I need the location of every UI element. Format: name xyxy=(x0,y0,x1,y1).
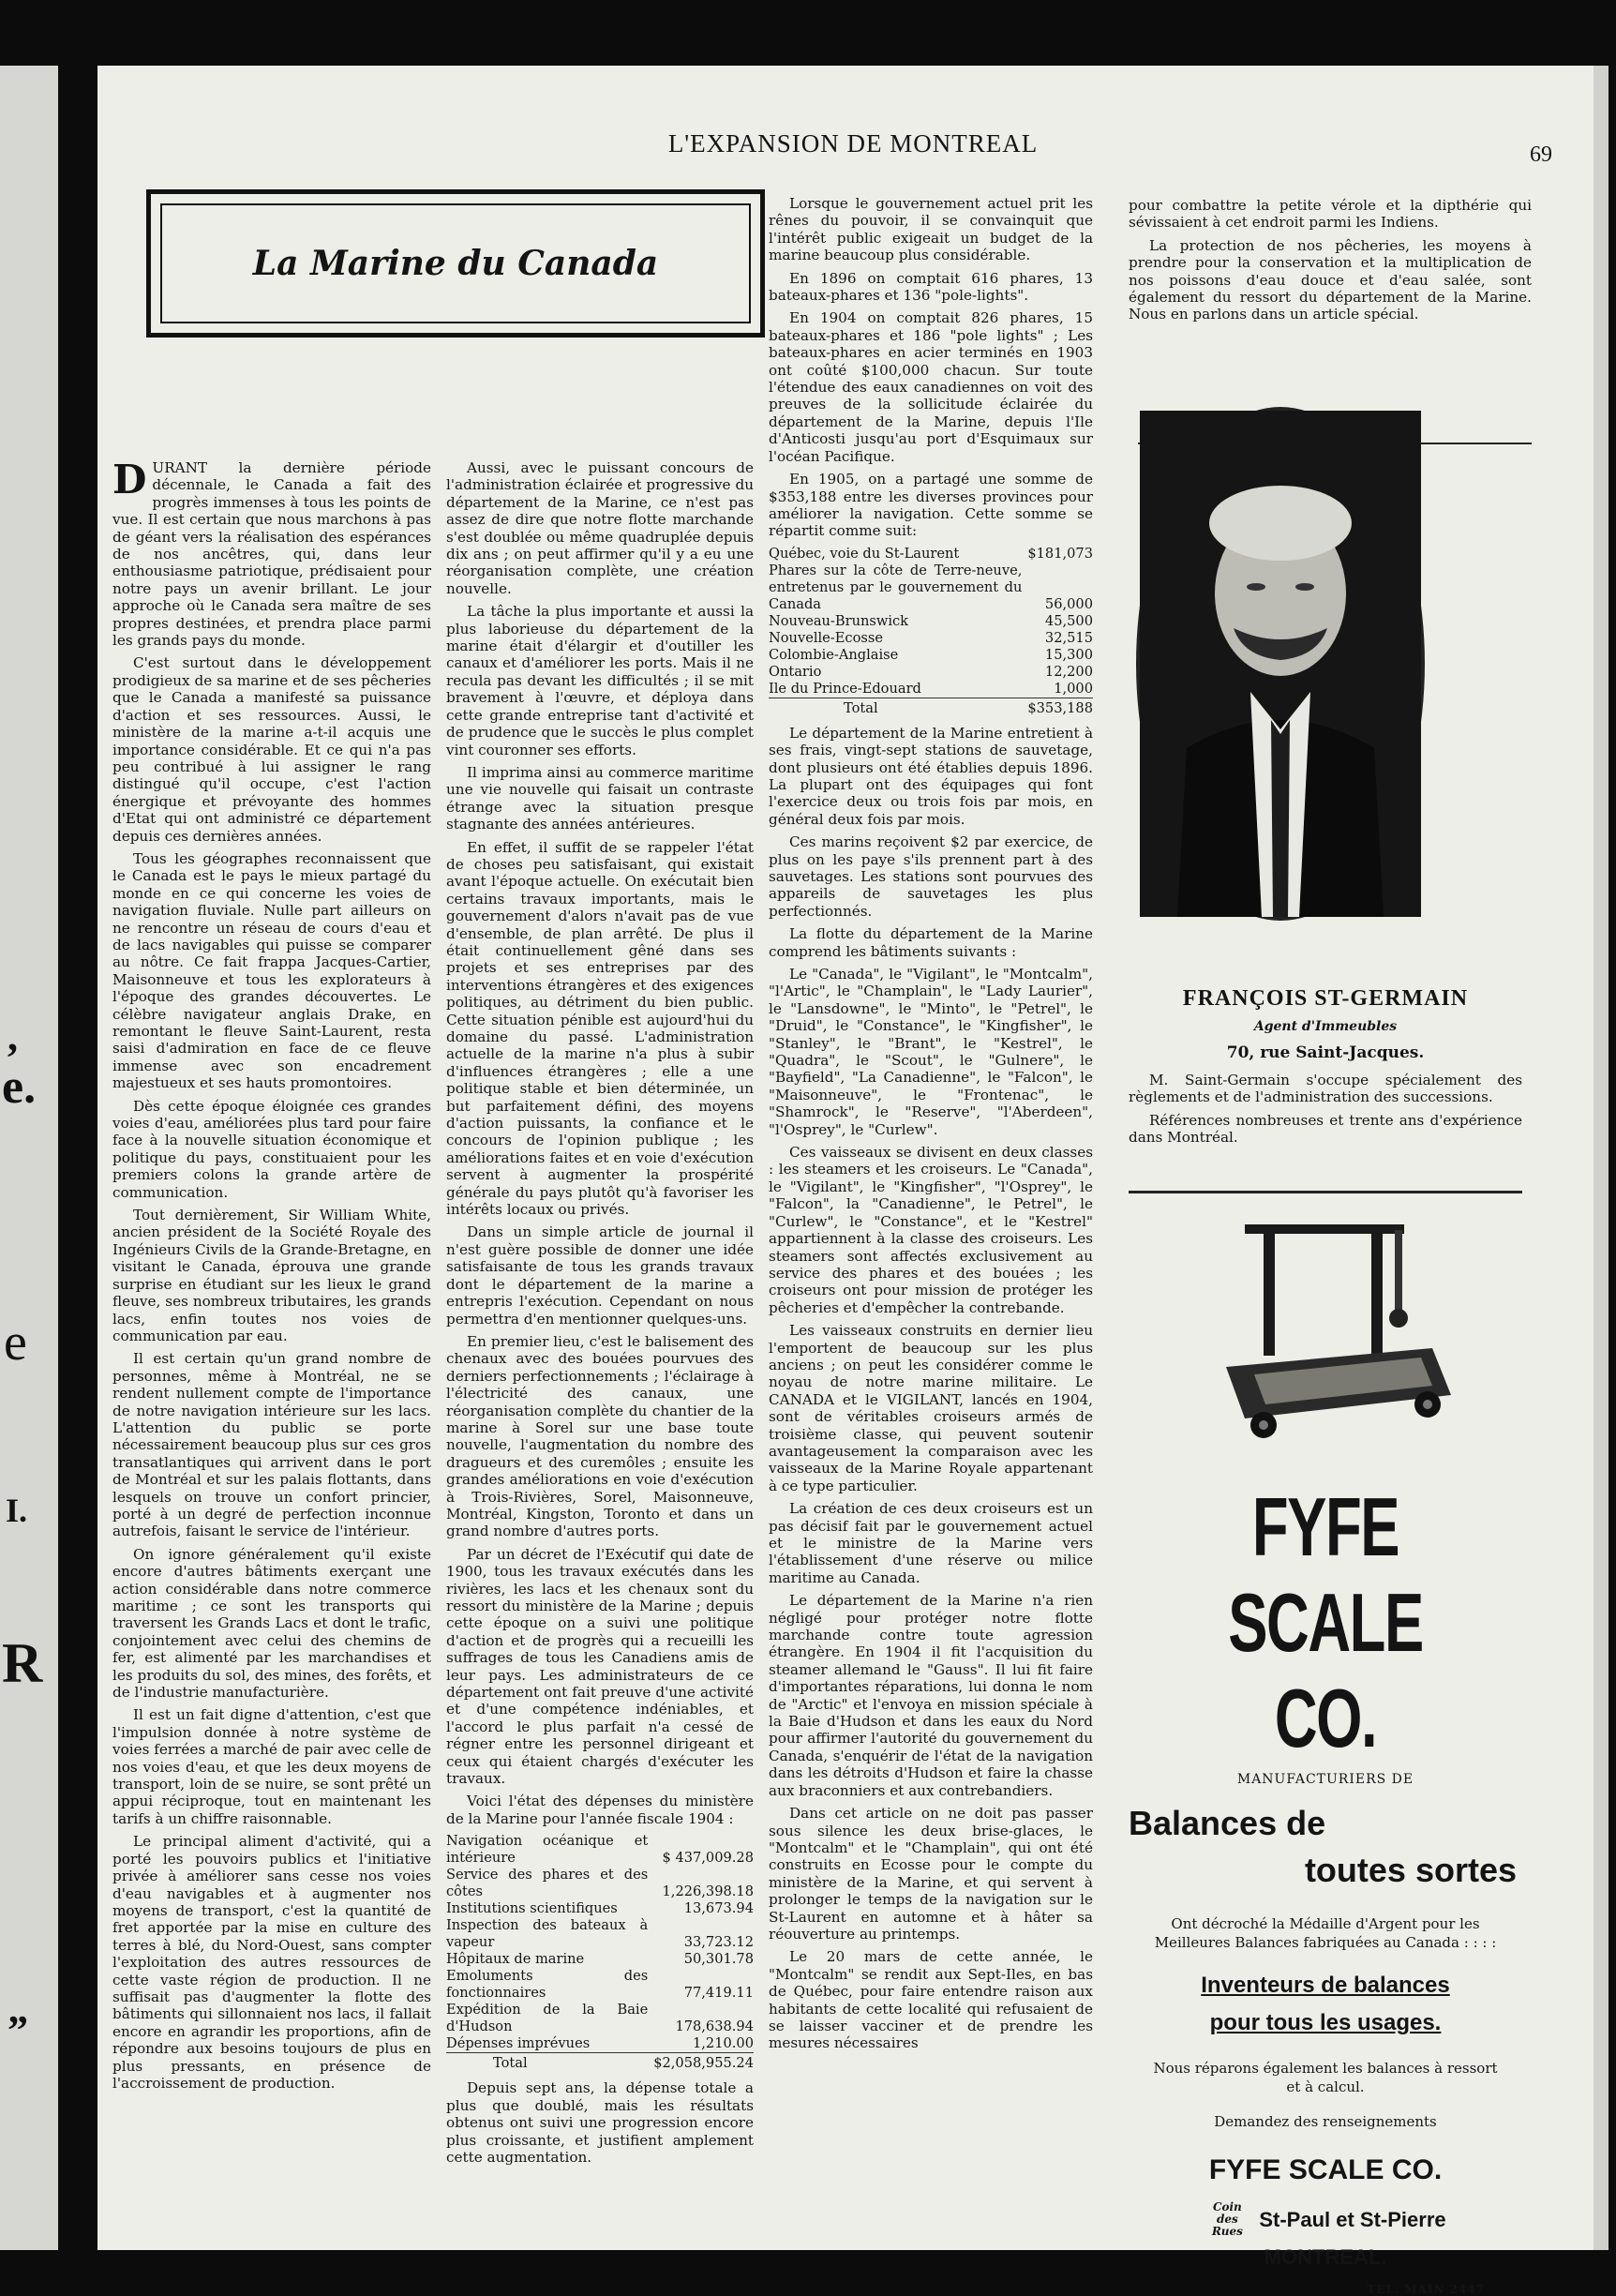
table-row: Québec, voie du St-Laurent $181,073 xyxy=(769,545,1093,562)
scale-icon xyxy=(1207,1217,1470,1442)
prev-fragment: I. xyxy=(6,1492,28,1529)
article-paragraph: En 1896 on comptait 616 phares, 13 bateaux-phares et 136 "pole-lights". xyxy=(769,269,1093,305)
article-paragraph: Dès cette époque éloignée ces grandes voies d'eau, améliorées plus tard pour faire face à la nouvelle situation économique et politique du pays, constituaient pour les premiers colons la grande artère de communication. xyxy=(112,1097,431,1201)
article-paragraph: Ces marins reçoivent $2 par exercice, de plus on les paye s'ils prennent part à des sauvetages. Les stations sont pourvues des appareils de sauvetages les plus perfectionnés. xyxy=(769,833,1093,920)
agent-text xyxy=(1129,1072,1522,1147)
newspaper-page xyxy=(97,66,1609,2296)
article-paragraph: La protection de nos pêcheries, les moyens à prendre pour la conservation et la multiplication de nos poissons d'eau douce et d'eau salée, sont également du ressort du département de la Marine. Nous en parlons dans un article spécial. xyxy=(1129,236,1532,323)
article-paragraph: Dans cet article on ne doit pas passer sous silence les deux brise-glaces, le "Montcalm" et le "Champlain", qui ont été construits en Ecosse pour le compte du ministère de la Marine, et qui servent à prolonger le temps de la navigation sur le St-Laurent en automne et à hâter sa réouverture au printemps. xyxy=(769,1805,1093,1943)
agent-name: FRANÇOIS ST-GERMAIN xyxy=(1182,986,1469,1011)
table-row: Nouvelle-Ecosse 32,515 xyxy=(769,629,1093,646)
expenses-table xyxy=(446,1833,754,2072)
article-column-3 xyxy=(769,195,1093,2058)
article-paragraph: En 1904 on comptait 826 phares, 15 bateaux-phares et 186 "pole lights" ; Les bateaux-phares en acier terminés en 1903 ont coûté $100,000 chacun. Sur toute l'étendue des eaux canadiennes on voit des preuves de la sollicitude éclairée du département de la Marine, depuis l'Ile d'Anticosti jusqu'au port d'Esquimaux sur l'océan Pacifique. xyxy=(769,309,1093,465)
article-paragraph: Aussi, avec le puissant concours de l'administration éclairée et progressive du département de la Marine, ce n'est pas assez de dire que notre flotte marchande s'est doublée ou même quadruplée depuis dix ans ; on peut affirmer qu'il y a eu une réorganisation complète, une création nouvelle. xyxy=(446,459,754,597)
article-paragraph: Il est un fait digne d'attention, c'est que l'impulsion donnée à notre système de voies ferrées a marché de pair avec celle de nos voies d'eau, et que les deux moyens de transport, loin de se nuire, se sont prêté un appui réciproque, tout en maintenant les tarifs à un chiffre raisonnable. xyxy=(112,1706,431,1827)
article-title-frame xyxy=(160,203,751,323)
article-column-2 xyxy=(446,459,754,2171)
fyfe-repair-text: Nous réparons également les balances à ressort et à calcul. xyxy=(1153,2060,1498,2095)
article-paragraph: Le département de la Marine n'a rien négligé pour protéger notre flotte marchande contre toute agression étrangère. En 1904 il fit l'acquisition du steamer allemand le "Gauss". Il lui fit faire d'importantes réparations, lui donna le nom de "Arctic" et l'envoya en mission spéciale à la Baie d'Hudson et dans les eaux du Nord pour affirmer l'autorité du gouvernement du Canada, s'enquérir de l'état de la navigation dans les détroits d'Hudson et faire la chasse aux braconniers et aux contrebandiers. xyxy=(769,1592,1093,1799)
fyfe-headline: FYFE SCALE CO. xyxy=(1228,1480,1423,1764)
fyfe-scale-ad xyxy=(1129,1479,1522,2296)
article-paragraph: La tâche la plus importante et aussi la plus laborieuse du département de la marine était d'élargir et d'outiller les canaux et d'améliorer les ports. Mais il ne recula pas devant les difficultés ; il se mit bravement à l'œuvre, et déploya dans cette grande entreprise tant d'activité et de prudence que le succès le plus complet vint couronner ses efforts. xyxy=(446,603,754,758)
article-paragraph: On ignore généralement qu'il existe encore d'autres bâtiments exerçant une action considérable dans notre commerce maritime ; ce sont les transports qui traversent les Grands Lacs et dont le trafic, conjointement avec celui des chemins de fer, est alimenté par les marchandises et les produits du sol, des mines, des forêts, et de l'industrie manufacturière. xyxy=(112,1545,431,1702)
table-row: Emoluments des fonctionnaires 77,419.11 xyxy=(446,1968,754,2002)
article-paragraph: En 1905, on a partagé une somme de $353,188 entre les diverses provinces pour améliorer la navigation. Cette somme se répartit comme suit: xyxy=(769,471,1093,540)
article-paragraph: Tous les géographes reconnaissent que le Canada est le pays le mieux partagé du monde en ce qui concerne les voies de navigation fluviale. Nulle part ailleurs on ne rencontre un réseau de cours d'eau et de lacs navigables qui puisse se comparer au nôtre. Ce fait frappa Jacques-Cartier, Maisonneuve et tous les explorateurs à l'époque des grandes découvertes. Le célèbre navigateur anglais Drake, en remontant le fleuve Saint-Laurent, resta saisi d'admiration en face de ce fleuve immense avec son encadrement majestueux et ses hauts promontoires. xyxy=(112,849,431,1092)
agent-paragraph: M. Saint-Germain s'occupe spécialement des règlements et de l'administration des successions. xyxy=(1129,1072,1522,1106)
table-row: Navigation océanique et intérieure $ 437,009.28 xyxy=(446,1833,754,1867)
portrait-illustration xyxy=(1140,411,1421,917)
article-paragraph: pour combattre la petite vérole et la dipthérie qui sévissaient à cet endroit parmi les Indiens. xyxy=(1129,197,1532,232)
article-paragraph: C'est surtout dans le développement prodigieux de sa marine et de ses pêcheries que le Canada a manifesté sa puissance d'action et ses ressources. Aussi, le ministère de la marine a-t-il acquis une importance considérable. Et ce qui n'a pas peu contribué à lui assigner le rang distingué qu'il occupe, c'est l'action énergique et prévoyante des hommes d'Etat qui ont administré ce département depuis ces dernières années. xyxy=(112,654,431,845)
article-paragraph: La création de ces deux croiseurs est un pas décisif fait par le gouvernement actuel et le ministre de la Marine vers l'établissement d'une réserve ou milice maritime au Canada. xyxy=(769,1500,1093,1586)
fyfe-balances-line2: toutes sortes xyxy=(1304,1851,1517,1889)
page-number: 69 xyxy=(1530,143,1552,167)
fyfe-tel: TEL. MAIN 2447 xyxy=(1367,2283,1485,2296)
page-right-edge xyxy=(1594,66,1609,2250)
page-header: L'EXPANSION DE MONTREAL xyxy=(667,129,1039,158)
article-paragraph: La flotte du département de la Marine comprend les bâtiments suivants : xyxy=(769,925,1093,960)
provinces-table xyxy=(769,546,1093,717)
article-paragraph: En premier lieu, c'est le balisement des chenaux avec des bouées pourvues des derniers perfectionnements ; l'éclairage à l'électricité des canaux, une réorganisation complète du chantier de la marine à Sorel sur une base toute nouvelle, l'augmentation du nombre des dragueurs et des curemôles ; ensuite les grandes améliorations en voie d'exécution à Trois-Rivières, Sorel, Maisonneuve, Montréal, Kingston, Toronto et dans un grand nombre d'autres ports. xyxy=(446,1332,754,1540)
previous-page-edge xyxy=(0,66,58,2250)
fyfe-manufacturers: MANUFACTURIERS DE xyxy=(1236,1772,1414,1787)
article-paragraph: Lorsque le gouvernement actuel prit les rênes du pouvoir, il se convainquit que l'intérêt public exigeait un budget de la marine beaucoup plus considérable. xyxy=(769,195,1093,264)
article-paragraph: Le département de la Marine entretient à ses frais, vingt-sept stations de sauvetage, dont plusieurs ont été établies depuis 1896. La plupart ont des équipages qui font l'exercice deux ou trois fois par mois, en général deux fois par mois. xyxy=(769,724,1093,828)
article-paragraph: Le "Canada", le "Vigilant", le "Montcalm", "l'Artic", le "Champlain", le "Lady Laurier", le "Lansdowne", le "Minto", le "Petrel", le "Druid", le "Constance", le "Kingfisher", le "Stanley", le "Brant", le "Kestrel", le "Quadra", le "Scout", le "Gulnere", le "Bayfield", "La Canadienne", le "Falcon", le "Maisonneuve", le "Frontenac", le "Shamrock", le "Reserve", "l'Aberdeen", "l'Osprey", le "Curlew". xyxy=(769,966,1093,1138)
article-paragraph: Les vaisseaux construits en dernier lieu l'emportent de beaucoup sur les plus anciens ; on peut les considérer comme le noyau de notre marine militaire. Le CANADA et le VIGILANT, lancés en 1904, sont de véritables croiseurs armés de troisième classe, qui peuvent soutenir avantageusement la comparaison avec les vaisseaux de la Marine Royale appartenant à ce type particulier. xyxy=(769,1322,1093,1494)
fyfe-name-secondary: FYFE SCALE CO. xyxy=(1208,2154,1443,2185)
article-paragraph: Le principal aliment d'activité, qui a porté les pouvoirs publics et l'initiative privée à améliorer sans cesse nos voies d'eau navigables et à augmenter nos moyens de transport, c'est la quantité de fret apportée par la mise en culture des terres à blé, du Nord-Ouest, sans compter l'exploitation des autres ressources de cette vaste région de production. Il ne suffisait pas d'augmenter la flotte des bâtiments qui sillonnaient nos lacs, il fallait encore en agrandir les proportions, afin de répondre aux besoins toujours de plus en plus pressants, en présence de l'accroissement de production. xyxy=(112,1833,431,2092)
fyfe-streets: St-Paul et St-Pierre xyxy=(1259,2207,1446,2231)
prev-fragment: e. xyxy=(2,1060,37,1114)
article-paragraph: Il est certain qu'un grand nombre de personnes, même à Montréal, ne se rendent nullement compte de l'importance de notre navigation intérieure sur les lacs. L'attention du public se porte nécessairement beaucoup plus sur ces gros transatlantiques qui arrivent dans le port de Montréal et sur les palais flottants, dans lesquels on trouve un confort princier, porté à un degré de perfection inconnue autrefois, faisant le service de l'intérieur. xyxy=(112,1350,431,1540)
table-row: Ontario 12,200 xyxy=(769,663,1093,680)
fyfe-inventors-line1: Inventeurs de balances xyxy=(1201,1973,1450,1998)
agent-address: 70, rue Saint-Jacques. xyxy=(1226,1043,1425,1062)
article-column-1 xyxy=(112,459,431,2097)
table-row: Colombie-Anglaise 15,300 xyxy=(769,646,1093,663)
scale-illustration xyxy=(1207,1217,1470,1442)
agent-paragraph: Références nombreuses et trente ans d'expérience dans Montréal. xyxy=(1129,1111,1522,1147)
prev-fragment: R xyxy=(2,1632,43,1694)
article-paragraph: DURANT la dernière période décennale, le Canada a fait des progrès immenses à tous les points de vue. Il est certain que nous marchons à pas de géant vers la réalisation des espérances de nos ancêtres, qui, dans leur enthousiasme patriotique, prédisaient pour notre pays un avenir brillant. Le jour approche où le Canada sera maître de ses propres destinées, et prendra place parmi les grands pays du monde. xyxy=(112,457,431,650)
fyfe-city: MONTREAL. xyxy=(1264,2245,1387,2269)
table-row: Institutions scientifiques 13,673.94 xyxy=(446,1900,754,1917)
article-paragraph: Tout dernièrement, Sir William White, ancien président de la Société Royale des Ingénieurs Civils de la Grande-Bretagne, en visitant le Canada, éprouva une grande surprise en étudiant sur les lieux le grand fleuve, ses nombreux tributaires, les grands lacs, enfin toutes nos voies de communication par eau. xyxy=(112,1207,431,1344)
prev-fragment: , xyxy=(7,1013,18,1059)
fyfe-inventors-line2: pour tous les usages. xyxy=(1209,2010,1442,2035)
article-title-box xyxy=(146,189,765,338)
prev-fragment: ” xyxy=(7,2007,28,2053)
ad-divider xyxy=(1129,1191,1522,1193)
article-column-4 xyxy=(1129,197,1532,329)
table-row: Dépenses imprévues 1,210.00 xyxy=(446,2035,754,2052)
article-paragraph: Voici l'état des dépenses du ministère de la Marine pour l'année fiscale 1904 : xyxy=(446,1793,754,1827)
agent-role: Agent d'Immeubles xyxy=(1253,1019,1398,1034)
table-total-row: Total $353,188 xyxy=(769,698,1093,717)
table-row: Expédition de la Baie d'Hudson 178,638.94 xyxy=(446,2002,754,2035)
fyfe-address xyxy=(1129,2201,1522,2238)
article-paragraph: En effet, il suffit de se rappeler l'état de choses peu satisfaisant, qui existait avant l'époque actuelle. On exécutait bien certains travaux importants, mais le gouvernement d'alors n'avait pas de vue d'ensemble, de plan arrêté. De plus il était continuellement gêné dans ses projets et ses entreprises par des interventions étrangères et des exigences politiques, au détriment du bien public. Cette situation pénible est aujourd'hui du domaine du passé. L'administration actuelle de la marine n'a plus à subir d'influences étrangères ; elle a une politique stable et bien déterminée, un but parfaitement défini, des moyens d'action puissants, la confiance et le concours de l'opinion publique ; les améliorations faites et en voie d'exécution servent à augmenter la prospérité générale du pays plutôt qu'à favoriser les intérêts locaux ou privés. xyxy=(446,838,754,1219)
article-paragraph: Le 20 mars de cette année, le "Montcalm" se rendit aux Sept-Iles, en bas de Québec, pour faire entendre raison aux habitants de cette localité qui refusaient de se laisser vacciner et de prendre les mesures nécessaires xyxy=(769,1948,1093,2052)
article-paragraph: Il imprima ainsi au commerce maritime une vie nouvelle qui faisait un contraste étrange avec la situation presque stagnante des années antérieures. xyxy=(446,763,754,833)
table-row: Inspection des bateaux à vapeur 33,723.12 xyxy=(446,1917,754,1951)
table-row: Phares sur la côte de Terre-neuve, entretenus par le gouvernement du Canada 56,000 xyxy=(769,562,1093,612)
table-row: Ile du Prince-Edouard 1,000 xyxy=(769,680,1093,697)
article-paragraph: Depuis sept ans, la dépense totale a plus que doublé, mais les résultats obtenus ont suivi une progression encore plus croissante, et justifient amplement cette augmentation. xyxy=(446,2079,754,2166)
portrait-ad xyxy=(1129,986,1522,1152)
table-total-row: Total $2,058,955.24 xyxy=(446,2053,754,2073)
prev-fragment: e xyxy=(4,1313,27,1372)
fyfe-balances-line1: Balances de xyxy=(1129,1804,1326,1842)
article-paragraph: Dans un simple article de journal il n'est guère possible de donner une idée satisfaisante de tous les grands travaux dont le département de la marine a entrepris l'exécution. Cependant on nous permettra d'en mentionner quelques-uns. xyxy=(446,1223,754,1328)
fyfe-corner-label: Coin des Rues xyxy=(1211,2200,1243,2238)
drop-cap: D xyxy=(112,457,147,503)
article-title: La Marine du Canada xyxy=(252,244,659,283)
table-row: Hôpitaux de marine 50,301.78 xyxy=(446,1951,754,1968)
fyfe-medal-text: Ont décroché la Médaille d'Argent pour les Meilleures Balances fabriquées au Canada : : : : xyxy=(1154,1915,1497,1951)
article-paragraph: Par un décret de l'Exécutif qui date de 1900, tous les travaux exécutés dans les rivières, les lacs et les chenaux sont du ressort du ministère de la Marine ; depuis cette époque on a suivi une politique d'action et de progrès qui a recueilli les suffrages de tous les Canadiens amis de leur pays. Les administrateurs de ce département ont fait preuve d'une activité et d'une compétence indéniables, et l'accord le plus parfait n'a cessé de régner entre les personnel dirigeant et ceux qui étaient chargés d'exécuter les travaux. xyxy=(446,1545,754,1788)
article-paragraph: Ces vaisseaux se divisent en deux classes : les steamers et les croiseurs. Le "Canada", le "Vigilant", le "Kingfisher", "l'Osprey", le "Falcon", la "Canadienne", le Petrel", le "Curlew", le "Constance", et le "Kestrel" appartiennent à la classe des croiseurs. Les steamers sont affectés exclusivement au service des phares et des bouées ; les croiseurs ont pour mission de protéger les pêcheries et d'empêcher la contrebande. xyxy=(769,1144,1093,1316)
table-row: Nouveau-Brunswick 45,500 xyxy=(769,612,1093,629)
portrait-photo xyxy=(1136,407,1425,921)
table-row: Service des phares et des côtes 1,226,398.18 xyxy=(446,1867,754,1900)
fyfe-quote-text: Demandez des renseignements xyxy=(1214,2113,1437,2130)
